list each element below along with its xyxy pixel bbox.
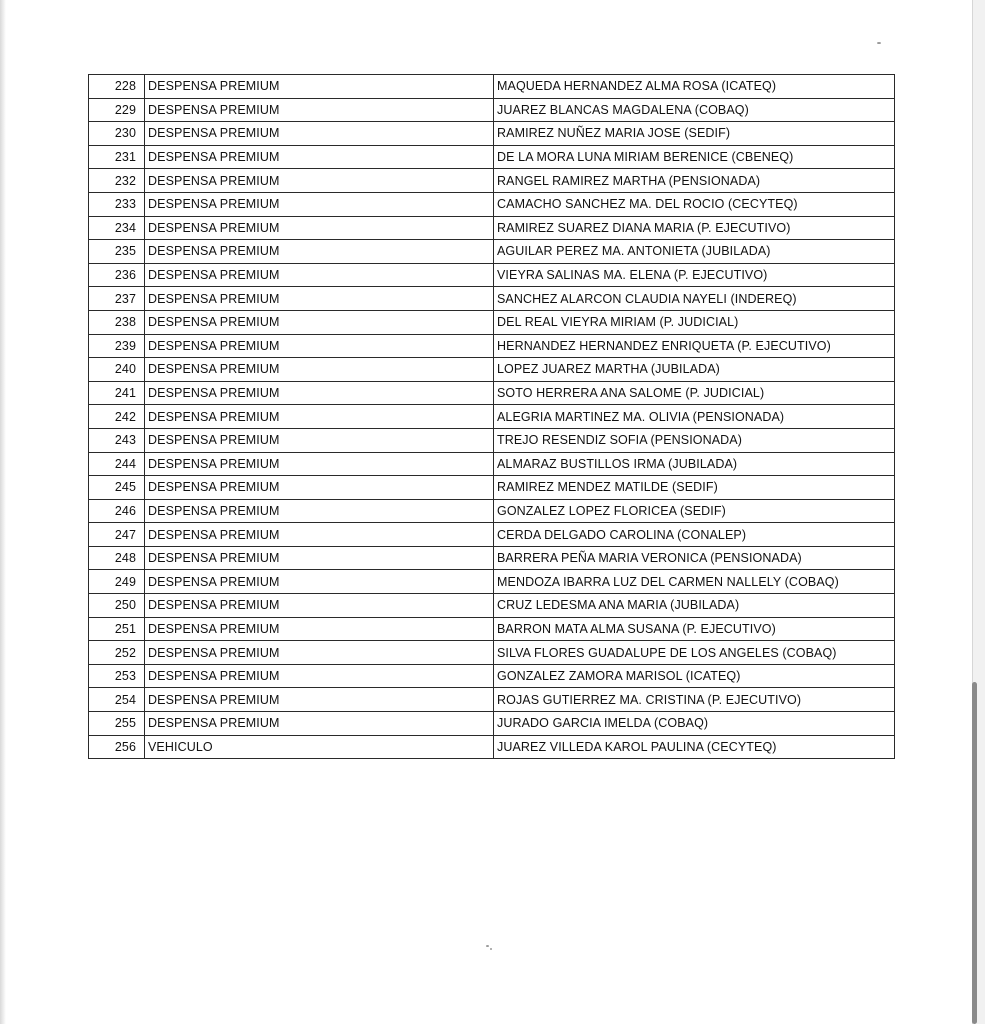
row-number: 232 — [89, 169, 145, 193]
beneficiary-name: ALEGRIA MARTINEZ MA. OLIVIA (PENSIONADA) — [494, 405, 895, 429]
row-number: 234 — [89, 216, 145, 240]
table-row — [89, 617, 895, 641]
beneficiary-name: ROJAS GUTIERREZ MA. CRISTINA (P. EJECUTIVO) — [494, 688, 895, 712]
beneficiary-name: DEL REAL VIEYRA MIRIAM (P. JUDICIAL) — [494, 310, 895, 334]
row-number: 247 — [89, 523, 145, 547]
item-description: DESPENSA PREMIUM — [145, 523, 494, 547]
beneficiary-name: RAMIREZ NUÑEZ MARIA JOSE (SEDIF) — [494, 122, 895, 146]
beneficiary-name: RAMIREZ MENDEZ MATILDE (SEDIF) — [494, 476, 895, 500]
item-description: DESPENSA PREMIUM — [145, 664, 494, 688]
item-description: DESPENSA PREMIUM — [145, 334, 494, 358]
row-number: 246 — [89, 499, 145, 523]
beneficiary-name: ALMARAZ BUSTILLOS IRMA (JUBILADA) — [494, 452, 895, 476]
item-description: DESPENSA PREMIUM — [145, 240, 494, 264]
table-row — [89, 310, 895, 334]
item-description: DESPENSA PREMIUM — [145, 546, 494, 570]
row-number: 229 — [89, 98, 145, 122]
beneficiary-name: SOTO HERRERA ANA SALOME (P. JUDICIAL) — [494, 381, 895, 405]
table-row — [89, 712, 895, 736]
item-description: DESPENSA PREMIUM — [145, 428, 494, 452]
table-row — [89, 452, 895, 476]
table-row — [89, 145, 895, 169]
row-number: 242 — [89, 405, 145, 429]
row-number: 255 — [89, 712, 145, 736]
beneficiary-name: TREJO RESENDIZ SOFIA (PENSIONADA) — [494, 428, 895, 452]
beneficiary-name: CRUZ LEDESMA ANA MARIA (JUBILADA) — [494, 594, 895, 618]
item-description: DESPENSA PREMIUM — [145, 169, 494, 193]
beneficiary-name: SANCHEZ ALARCON CLAUDIA NAYELI (INDEREQ) — [494, 287, 895, 311]
scan-speck — [486, 945, 489, 947]
row-number: 248 — [89, 546, 145, 570]
table-body — [89, 75, 895, 759]
table-row — [89, 499, 895, 523]
item-description: DESPENSA PREMIUM — [145, 263, 494, 287]
table-row — [89, 287, 895, 311]
beneficiary-name: RAMIREZ SUAREZ DIANA MARIA (P. EJECUTIVO) — [494, 216, 895, 240]
table-row — [89, 664, 895, 688]
row-number: 245 — [89, 476, 145, 500]
scan-speck — [877, 42, 881, 44]
row-number: 236 — [89, 263, 145, 287]
table-row — [89, 428, 895, 452]
beneficiary-name: AGUILAR PEREZ MA. ANTONIETA (JUBILADA) — [494, 240, 895, 264]
row-number: 249 — [89, 570, 145, 594]
table-row — [89, 546, 895, 570]
table-row — [89, 169, 895, 193]
item-description: DESPENSA PREMIUM — [145, 688, 494, 712]
table-row — [89, 381, 895, 405]
item-description: DESPENSA PREMIUM — [145, 499, 494, 523]
beneficiary-name: CAMACHO SANCHEZ MA. DEL ROCIO (CECYTEQ) — [494, 192, 895, 216]
row-number: 238 — [89, 310, 145, 334]
table-row — [89, 688, 895, 712]
item-description: VEHICULO — [145, 735, 494, 759]
beneficiary-name: JUAREZ VILLEDA KAROL PAULINA (CECYTEQ) — [494, 735, 895, 759]
beneficiary-name: LOPEZ JUAREZ MARTHA (JUBILADA) — [494, 358, 895, 382]
item-description: DESPENSA PREMIUM — [145, 98, 494, 122]
row-number: 252 — [89, 641, 145, 665]
table-row — [89, 216, 895, 240]
item-description: DESPENSA PREMIUM — [145, 381, 494, 405]
table-row — [89, 570, 895, 594]
table-row — [89, 523, 895, 547]
beneficiary-name: DE LA MORA LUNA MIRIAM BERENICE (CBENEQ) — [494, 145, 895, 169]
table-row — [89, 594, 895, 618]
table-row — [89, 263, 895, 287]
item-description: DESPENSA PREMIUM — [145, 287, 494, 311]
row-number: 230 — [89, 122, 145, 146]
beneficiary-name: MENDOZA IBARRA LUZ DEL CARMEN NALLELY (COBAQ) — [494, 570, 895, 594]
row-number: 231 — [89, 145, 145, 169]
row-number: 235 — [89, 240, 145, 264]
table-row — [89, 476, 895, 500]
item-description: DESPENSA PREMIUM — [145, 192, 494, 216]
table-row — [89, 405, 895, 429]
row-number: 253 — [89, 664, 145, 688]
beneficiary-name: SILVA FLORES GUADALUPE DE LOS ANGELES (COBAQ) — [494, 641, 895, 665]
row-number: 254 — [89, 688, 145, 712]
table-row — [89, 75, 895, 99]
item-description: DESPENSA PREMIUM — [145, 452, 494, 476]
row-number: 251 — [89, 617, 145, 641]
table-row — [89, 240, 895, 264]
item-description: DESPENSA PREMIUM — [145, 641, 494, 665]
beneficiary-name: GONZALEZ ZAMORA MARISOL (ICATEQ) — [494, 664, 895, 688]
beneficiary-name: BARRON MATA ALMA SUSANA (P. EJECUTIVO) — [494, 617, 895, 641]
item-description: DESPENSA PREMIUM — [145, 216, 494, 240]
beneficiary-name: BARRERA PEÑA MARIA VERONICA (PENSIONADA) — [494, 546, 895, 570]
item-description: DESPENSA PREMIUM — [145, 310, 494, 334]
scan-speck — [490, 948, 492, 950]
row-number: 240 — [89, 358, 145, 382]
item-description: DESPENSA PREMIUM — [145, 358, 494, 382]
beneficiary-name: RANGEL RAMIREZ MARTHA (PENSIONADA) — [494, 169, 895, 193]
item-description: DESPENSA PREMIUM — [145, 594, 494, 618]
table-row — [89, 358, 895, 382]
beneficiary-name: JURADO GARCIA IMELDA (COBAQ) — [494, 712, 895, 736]
scrollbar-thumb[interactable] — [972, 682, 977, 1024]
row-number: 241 — [89, 381, 145, 405]
item-description: DESPENSA PREMIUM — [145, 570, 494, 594]
row-number: 233 — [89, 192, 145, 216]
item-description: DESPENSA PREMIUM — [145, 405, 494, 429]
beneficiary-name: JUAREZ BLANCAS MAGDALENA (COBAQ) — [494, 98, 895, 122]
row-number: 243 — [89, 428, 145, 452]
beneficiary-name: GONZALEZ LOPEZ FLORICEA (SEDIF) — [494, 499, 895, 523]
row-number: 256 — [89, 735, 145, 759]
beneficiary-table — [88, 74, 895, 759]
beneficiary-name: VIEYRA SALINAS MA. ELENA (P. EJECUTIVO) — [494, 263, 895, 287]
row-number: 239 — [89, 334, 145, 358]
beneficiary-name: MAQUEDA HERNANDEZ ALMA ROSA (ICATEQ) — [494, 75, 895, 99]
row-number: 244 — [89, 452, 145, 476]
row-number: 237 — [89, 287, 145, 311]
item-description: DESPENSA PREMIUM — [145, 712, 494, 736]
beneficiary-name: HERNANDEZ HERNANDEZ ENRIQUETA (P. EJECUTIVO) — [494, 334, 895, 358]
table-row — [89, 122, 895, 146]
table-row — [89, 192, 895, 216]
item-description: DESPENSA PREMIUM — [145, 617, 494, 641]
beneficiary-name: CERDA DELGADO CAROLINA (CONALEP) — [494, 523, 895, 547]
table-row — [89, 735, 895, 759]
item-description: DESPENSA PREMIUM — [145, 122, 494, 146]
table-row — [89, 334, 895, 358]
item-description: DESPENSA PREMIUM — [145, 75, 494, 99]
item-description: DESPENSA PREMIUM — [145, 476, 494, 500]
page-shadow-left — [0, 0, 6, 1024]
row-number: 250 — [89, 594, 145, 618]
table-row — [89, 641, 895, 665]
table-row — [89, 98, 895, 122]
row-number: 228 — [89, 75, 145, 99]
item-description: DESPENSA PREMIUM — [145, 145, 494, 169]
